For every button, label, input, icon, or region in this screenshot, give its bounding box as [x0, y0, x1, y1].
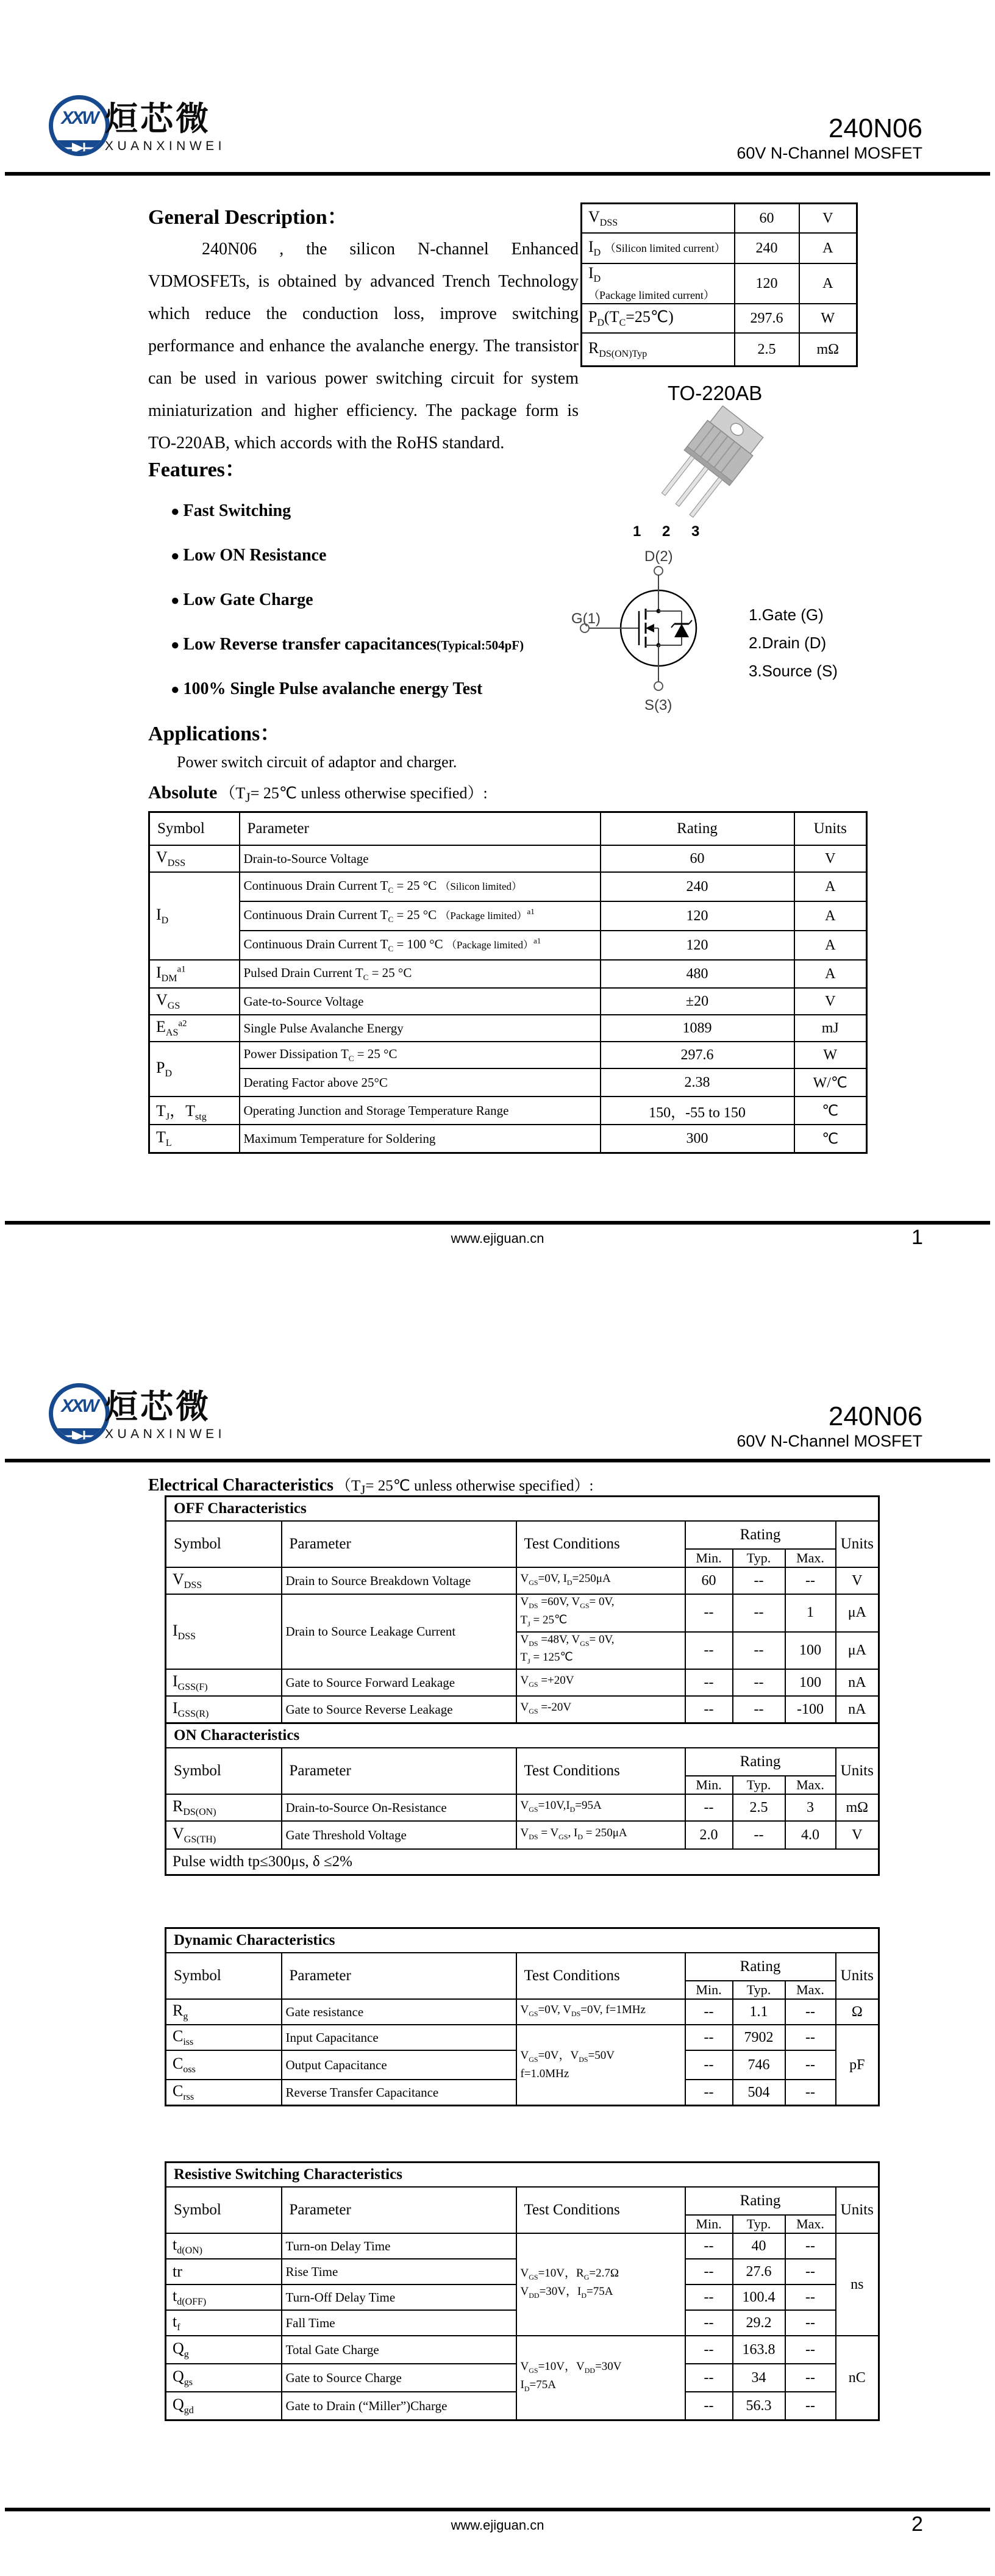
rating-cell: 150，-55 to 150: [601, 1097, 794, 1125]
package-drawing: [616, 406, 805, 531]
parameter-cell: Power Dissipation $T_C = 25$ °C: [240, 1042, 601, 1068]
brand-logo: [49, 1383, 110, 1444]
table-title: ON Characteristics: [166, 1723, 879, 1748]
typ-cell: 1.1: [733, 1999, 785, 2025]
feature-item: ● Low Reverse transfer capacitances(Typical:504pF): [171, 635, 561, 654]
symbol-cell: tr: [166, 2259, 282, 2284]
symbol-cell: $I_D$: [149, 872, 240, 960]
min-cell: --: [685, 2284, 733, 2310]
conditions-cell: $V_{GS}=10V$，$V_{DD}=30V$ $I_D=75A$: [516, 2336, 685, 2420]
logo-monogram: XXW: [61, 108, 98, 128]
header-cell: Rating: [685, 2187, 836, 2215]
rating-cell: 2.38: [601, 1068, 794, 1097]
min-cell: --: [685, 2392, 733, 2420]
conditions-cell: $V_{DS} =48V$, $V_{GS}= 0V$, $T_J$ = 125℃: [516, 1632, 685, 1670]
header-rule: [5, 172, 990, 176]
features-title: Features：: [148, 459, 246, 481]
value-cell: 60: [735, 204, 799, 234]
max-cell: -100: [785, 1696, 836, 1723]
symbol-cell: $V_{GS}$: [149, 988, 240, 1015]
rating-cell: 240: [601, 872, 794, 901]
header-cell: Parameter: [282, 1748, 516, 1794]
min-cell: --: [685, 2050, 733, 2080]
units-cell: mΩ: [799, 333, 857, 367]
header-cell: Units: [836, 1521, 879, 1567]
typ-cell: 40: [733, 2233, 785, 2259]
general-description-text: 240N06 , the silicon N-channel Enhanced VDMOSFETs, is obtained by advanced Trench Technology which reduce the conduction loss, improve switching performance and enhance the avalanche energy. The transistor can be used in various power switching circuit for system miniaturization and higher efficiency. The package form is TO-220AB, which accords with the RoHS standard.: [148, 240, 579, 453]
header-cell: Units: [836, 1748, 879, 1794]
on-characteristics-table: [165, 1722, 880, 1876]
rating-cell: 120: [601, 931, 794, 960]
typ-cell: 746: [733, 2050, 785, 2080]
to220-package-icon: [616, 406, 805, 528]
header-cell: Rating: [685, 1521, 836, 1549]
symbol-cell: $R_g$: [166, 1999, 282, 2025]
units-cell: A: [794, 901, 867, 931]
parameter-cell: Drain to Source Leakage Current: [282, 1594, 516, 1669]
symbol-cell: $t_f$: [166, 2310, 282, 2336]
symbol-cell: $T_J$，$T_{stg}$: [149, 1097, 240, 1125]
max-cell: --: [785, 2233, 836, 2259]
part-number: 240N06: [828, 113, 922, 143]
feature-item: ● Fast Switching: [171, 501, 561, 521]
min-cell: --: [685, 1632, 733, 1670]
electrical-characteristics-title: [148, 1473, 593, 1498]
page-number: 2: [911, 2513, 923, 2536]
parameter-cell: Drain to Source Breakdown Voltage: [282, 1567, 516, 1594]
parameter-cell: Gate to Source Charge: [282, 2364, 516, 2392]
units-cell: pF: [836, 2025, 879, 2106]
rating-cell: 1089: [601, 1015, 794, 1042]
header-cell: Test Conditions: [516, 1748, 685, 1794]
parameter-cell: Input Capacitance: [282, 2025, 516, 2050]
symbol-cell: $I_D$ （Package limited current）: [582, 263, 735, 304]
symbol-cell: $I_{GSS(R)}$: [166, 1696, 282, 1723]
symbol-cell: $I_{GSS(F)}$: [166, 1669, 282, 1696]
min-cell: --: [685, 1999, 733, 2025]
max-cell: --: [785, 2259, 836, 2284]
brand-name-en: XUANXINWEI: [105, 139, 226, 153]
source-label: S(3): [644, 697, 672, 714]
header-cell: Typ.: [733, 1981, 785, 1999]
mosfet-symbol-diagram: [570, 537, 741, 723]
absolute-title-bold: Absolute: [148, 782, 218, 803]
switching-characteristics-table: [165, 2161, 880, 2421]
applications-text: Power switch circuit of adaptor and charger.: [177, 753, 457, 771]
header-cell: Parameter: [282, 1953, 516, 1999]
symbol-cell: $V_{DSS}$: [149, 845, 240, 872]
min-cell: --: [685, 1669, 733, 1696]
typ-cell: --: [733, 1696, 785, 1723]
max-cell: 1: [785, 1594, 836, 1632]
symbol-cell: $t_{d(OFF)}$: [166, 2284, 282, 2310]
conditions-cell: $V_{GS}=0V$, $I_D=250\mu A$: [516, 1567, 685, 1594]
symbol-cell: $I_D$ （Silicon limited current）: [582, 233, 735, 263]
elec-title-bold: Electrical Characteristics: [148, 1476, 333, 1495]
rating-cell: 120: [601, 901, 794, 931]
typ-cell: 34: [733, 2364, 785, 2392]
symbol-cell: $Q_{gd}$: [166, 2392, 282, 2420]
part-header: [618, 115, 922, 163]
parameter-cell: Derating Factor above 25°C: [240, 1068, 601, 1097]
diode-icon: [49, 140, 110, 156]
symbol-cell: $V_{DSS}$: [166, 1567, 282, 1594]
absolute-ratings-title: [148, 781, 488, 806]
conditions-cell: $V_{GS}=0V$, $V_{DS}=0V$, f=1MHz: [516, 1999, 685, 2025]
parameter-cell: Single Pulse Avalanche Energy: [240, 1015, 601, 1042]
part-subtitle: 60V N-Channel MOSFET: [736, 144, 922, 162]
footer-site: www.ejiguan.cn: [451, 2517, 544, 2533]
table-title: Resistive Switching Characteristics: [166, 2163, 879, 2188]
header-rule: [5, 1459, 990, 1462]
header-cell: Parameter: [240, 812, 601, 846]
mosfet-symbol-icon: [570, 537, 741, 720]
header-cell: Test Conditions: [516, 2187, 685, 2233]
max-cell: --: [785, 2336, 836, 2364]
units-cell: W: [799, 304, 857, 333]
header-cell: Parameter: [282, 1521, 516, 1567]
min-cell: --: [685, 2025, 733, 2050]
units-cell: nC: [836, 2336, 879, 2420]
min-cell: 2.0: [685, 1821, 733, 1849]
conditions-cell: $V_{DS} = V_{GS}$, $I_D = 250\mu A$: [516, 1821, 685, 1849]
pin-legend-drain: 2.Drain (D): [749, 634, 827, 652]
min-cell: --: [685, 1794, 733, 1821]
parameter-cell: Drain-to-Source Voltage: [240, 845, 601, 872]
parameter-cell: Continuous Drain Current $T_C = 100$ °C （Package limited）$^{a1}$: [240, 931, 601, 960]
off-characteristics-table: [165, 1495, 880, 1724]
max-cell: 3: [785, 1794, 836, 1821]
header-cell: Parameter: [282, 2187, 516, 2233]
typ-cell: 504: [733, 2080, 785, 2106]
rating-cell: ±20: [601, 988, 794, 1015]
typ-cell: --: [733, 1632, 785, 1670]
parameter-cell: Continuous Drain Current $T_C = 25$ °C （Package limited）$^{a1}$: [240, 901, 601, 931]
units-cell: A: [794, 872, 867, 901]
units-cell: V: [836, 1821, 879, 1849]
header-cell: Max.: [785, 1549, 836, 1567]
units-cell: A: [799, 233, 857, 263]
typ-cell: --: [733, 1567, 785, 1594]
drain-label: D(2): [644, 548, 673, 565]
parameter-cell: Gate to Source Forward Leakage: [282, 1669, 516, 1696]
max-cell: --: [785, 2310, 836, 2336]
min-cell: --: [685, 1594, 733, 1632]
features-list: [171, 501, 561, 724]
logo-diode-band: [49, 140, 110, 156]
quick-ratings-table: [580, 202, 858, 367]
units-cell: mΩ: [836, 1794, 879, 1821]
symbol-cell: $T_L$: [149, 1125, 240, 1153]
brand-name-en: XUANXINWEI: [105, 1427, 226, 1441]
header-cell: Symbol: [166, 1748, 282, 1794]
parameter-cell: Turn-Off Delay Time: [282, 2284, 516, 2310]
header-cell: Rating: [601, 812, 794, 846]
part-number: 240N06: [828, 1401, 922, 1431]
footer-site: www.ejiguan.cn: [451, 1231, 544, 1246]
package-pin-numbers: 1 2 3: [633, 523, 708, 540]
typ-cell: 29.2: [733, 2310, 785, 2336]
typ-cell: --: [733, 1669, 785, 1696]
header-cell: Symbol: [149, 812, 240, 846]
conditions-cell: $V_{GS} =+20V$: [516, 1669, 685, 1696]
brand-text: [105, 101, 226, 154]
logo-diode-band: [49, 1428, 110, 1444]
brand-name-cn: 烜芯微: [105, 1387, 211, 1426]
page-2: [0, 1288, 995, 2576]
header-cell: Symbol: [166, 2187, 282, 2233]
symbol-cell: $Q_g$: [166, 2336, 282, 2364]
min-cell: --: [685, 1696, 733, 1723]
brand-text: [105, 1389, 226, 1442]
symbol-cell: $P_D(T_C=25℃)$: [582, 304, 735, 333]
conditions-cell: $V_{GS}=10V$，$R_G=2.7\Omega$ $V_{DD}=30V$，$I_D=75A$: [516, 2233, 685, 2336]
units-cell: nA: [836, 1696, 879, 1723]
parameter-cell: Turn-on Delay Time: [282, 2233, 516, 2259]
parameter-cell: Gate to Drain (“Miller”)Charge: [282, 2392, 516, 2420]
header-cell: Min.: [685, 1981, 733, 1999]
typ-cell: --: [733, 1594, 785, 1632]
symbol-cell: $V_{GS(TH)}$: [166, 1821, 282, 1849]
gate-label: G(1): [571, 610, 601, 627]
feature-item: ● Low Gate Charge: [171, 590, 561, 610]
units-cell: W/℃: [794, 1068, 867, 1097]
max-cell: --: [785, 2080, 836, 2106]
header-cell: Max.: [785, 2215, 836, 2233]
units-cell: A: [794, 960, 867, 988]
header-cell: Symbol: [166, 1521, 282, 1567]
package-label: TO-220AB: [668, 382, 763, 404]
header-cell: Test Conditions: [516, 1953, 685, 1999]
footer-rule: [5, 1221, 990, 1225]
header-cell: Min.: [685, 2215, 733, 2233]
symbol-cell: $C_{oss}$: [166, 2050, 282, 2080]
header-cell: Units: [836, 2187, 879, 2233]
parameter-cell: Output Capacitance: [282, 2050, 516, 2080]
page-number: 1: [911, 1226, 923, 1249]
units-cell: V: [794, 988, 867, 1015]
parameter-cell: Reverse Transfer Capacitance: [282, 2080, 516, 2106]
typ-cell: 163.8: [733, 2336, 785, 2364]
min-cell: --: [685, 2080, 733, 2106]
header-cell: Units: [794, 812, 867, 846]
conditions-cell: $V_{GS}=10V,I_D=95A$: [516, 1794, 685, 1821]
value-cell: 2.5: [735, 333, 799, 367]
rating-cell: 297.6: [601, 1042, 794, 1068]
symbol-cell: $R_{DS(ON)}$: [166, 1794, 282, 1821]
part-subtitle: 60V N-Channel MOSFET: [736, 1432, 922, 1450]
units-cell: W: [794, 1042, 867, 1068]
diode-icon: [49, 1428, 110, 1444]
rating-cell: 300: [601, 1125, 794, 1153]
parameter-cell: Operating Junction and Storage Temperature Range: [240, 1097, 601, 1125]
max-cell: --: [785, 1567, 836, 1594]
header-cell: Max.: [785, 1776, 836, 1794]
parameter-cell: Maximum Temperature for Soldering: [240, 1125, 601, 1153]
header-cell: Symbol: [166, 1953, 282, 1999]
typ-cell: 27.6: [733, 2259, 785, 2284]
min-cell: --: [685, 2336, 733, 2364]
header-cell: Units: [836, 1953, 879, 1999]
pin-legend-gate: 1.Gate (G): [749, 606, 824, 624]
units-cell: A: [794, 931, 867, 960]
header-cell: Rating: [685, 1748, 836, 1776]
header-cell: Max.: [785, 1981, 836, 1999]
table-title: OFF Characteristics: [166, 1497, 879, 1522]
dynamic-characteristics-table: [165, 1927, 880, 2106]
parameter-cell: Rise Time: [282, 2259, 516, 2284]
absolute-ratings-table: [148, 811, 868, 1154]
max-cell: --: [785, 2392, 836, 2420]
header-cell: Typ.: [733, 2215, 785, 2233]
table-title: Dynamic Characteristics: [166, 1928, 879, 1953]
max-cell: 100: [785, 1669, 836, 1696]
header-cell: Typ.: [733, 1776, 785, 1794]
symbol-cell: $P_D$: [149, 1042, 240, 1097]
units-cell: μA: [836, 1632, 879, 1670]
max-cell: --: [785, 1999, 836, 2025]
parameter-cell: Fall Time: [282, 2310, 516, 2336]
parameter-cell: Gate to Source Reverse Leakage: [282, 1696, 516, 1723]
typ-cell: 56.3: [733, 2392, 785, 2420]
symbol-cell: $C_{rss}$: [166, 2080, 282, 2106]
symbol-cell: $V_{DSS}$: [582, 204, 735, 234]
min-cell: --: [685, 2310, 733, 2336]
parameter-cell: Drain-to-Source On-Resistance: [282, 1794, 516, 1821]
parameter-cell: Pulsed Drain Current $T_C = 25$ °C: [240, 960, 601, 988]
max-cell: --: [785, 2025, 836, 2050]
parameter-cell: Continuous Drain Current $T_C = 25$ °C （Silicon limited）: [240, 872, 601, 901]
typ-cell: 2.5: [733, 1794, 785, 1821]
units-cell: mJ: [794, 1015, 867, 1042]
parameter-cell: Gate Threshold Voltage: [282, 1821, 516, 1849]
max-cell: --: [785, 2364, 836, 2392]
header-cell: Typ.: [733, 1549, 785, 1567]
typ-cell: 100.4: [733, 2284, 785, 2310]
value-cell: 120: [735, 263, 799, 304]
min-cell: --: [685, 2233, 733, 2259]
min-cell: 60: [685, 1567, 733, 1594]
symbol-cell: $Q_{gs}$: [166, 2364, 282, 2392]
pin-legend: [749, 601, 838, 685]
applications-title: Applications：: [148, 723, 281, 745]
symbol-cell: $t_{d(ON)}$: [166, 2233, 282, 2259]
symbol-cell: $I_{DM}^{a1}$: [149, 960, 240, 988]
brand-logo-icon: [49, 1383, 110, 1444]
units-cell: V: [836, 1567, 879, 1594]
general-description-title: General Description：: [148, 206, 348, 229]
value-cell: 240: [735, 233, 799, 263]
part-header: [618, 1403, 922, 1451]
typ-cell: 7902: [733, 2025, 785, 2050]
max-cell: --: [785, 2050, 836, 2080]
value-cell: 297.6: [735, 304, 799, 333]
symbol-cell: $I_{DSS}$: [166, 1594, 282, 1669]
max-cell: 4.0: [785, 1821, 836, 1849]
units-cell: ns: [836, 2233, 879, 2336]
logo-monogram: XXW: [61, 1396, 98, 1416]
min-cell: --: [685, 2259, 733, 2284]
brand-name-cn: 烜芯微: [105, 99, 211, 138]
units-cell: A: [799, 263, 857, 304]
units-cell: μA: [836, 1594, 879, 1632]
units-cell: nA: [836, 1669, 879, 1696]
symbol-cell: $C_{iss}$: [166, 2025, 282, 2050]
header-cell: Min.: [685, 1549, 733, 1567]
feature-item: ● Low ON Resistance: [171, 546, 561, 565]
units-cell: V: [799, 204, 857, 234]
elec-title-conditions: （$T_J=$ 25℃ unless otherwise specified）:: [335, 1478, 594, 1497]
max-cell: 100: [785, 1632, 836, 1670]
units-cell: Ω: [836, 1999, 879, 2025]
pin-legend-source: 3.Source (S): [749, 662, 838, 680]
rating-cell: 480: [601, 960, 794, 988]
units-cell: ℃: [794, 1125, 867, 1153]
units-cell: V: [794, 845, 867, 872]
parameter-cell: Gate resistance: [282, 1999, 516, 2025]
units-cell: ℃: [794, 1097, 867, 1125]
header-cell: Rating: [685, 1953, 836, 1981]
footer-rule: [5, 2508, 990, 2511]
brand-logo-icon: [49, 95, 110, 156]
parameter-cell: Total Gate Charge: [282, 2336, 516, 2364]
max-cell: --: [785, 2284, 836, 2310]
conditions-cell: $V_{DS} =60V$, $V_{GS}= 0V$, $T_J$ = 25℃: [516, 1594, 685, 1632]
symbol-cell: $R_{DS(ON)Typ}$: [582, 333, 735, 367]
header-cell: Test Conditions: [516, 1521, 685, 1567]
symbol-cell: $E_{AS}^{a2}$: [149, 1015, 240, 1042]
parameter-cell: Gate-to-Source Voltage: [240, 988, 601, 1015]
absolute-title-conditions: （$T_J=$ 25℃ unless otherwise specified）:: [219, 784, 488, 806]
typ-cell: --: [733, 1821, 785, 1849]
rating-cell: 60: [601, 845, 794, 872]
conditions-cell: $V_{GS} =-20V$: [516, 1696, 685, 1723]
conditions-cell: $V_{GS}=0V$，$V_{DS}=50V$ f=1.0MHz: [516, 2025, 685, 2106]
header-cell: Min.: [685, 1776, 733, 1794]
min-cell: --: [685, 2364, 733, 2392]
table-note: Pulse width tp≤300μs, δ ≤2%: [166, 1849, 879, 1875]
brand-logo: [49, 95, 110, 156]
feature-item: ● 100% Single Pulse avalanche energy Test: [171, 679, 561, 699]
